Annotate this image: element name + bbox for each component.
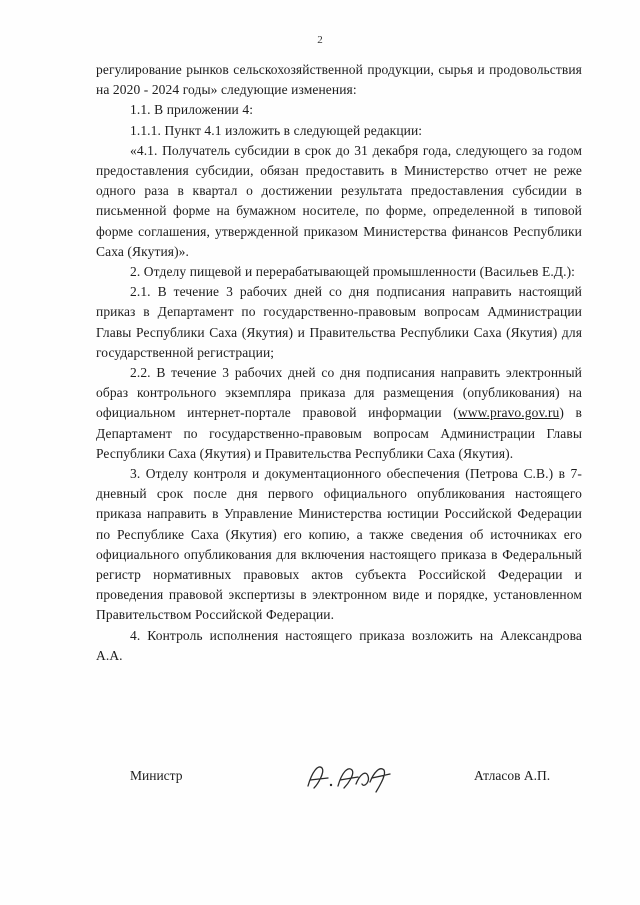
paragraph-2-2-text-before: 2.2. В течение 3 рабочих дней со дня подписания направить электронный образ контрольного экземпляра приказа для размещения (опубликования) на официальном интернет-портале правовой информации (	[96, 365, 582, 421]
paragraph-1-1: 1.1. В приложении 4:	[130, 102, 254, 118]
paragraph-2-2	[96, 363, 582, 464]
handwritten-signature-icon	[300, 758, 400, 798]
signature-block	[0, 762, 640, 802]
signatory-name: Атласов А.П.	[474, 768, 551, 783]
paragraph-2: 2. Отделу пищевой и перерабатывающей промышленности (Васильев Е.Д.):	[130, 264, 576, 280]
page-number: 2	[317, 34, 323, 46]
paragraph-2-2-text-after: ) в Департамент по государственно-правовым вопросам Администрации Главы Республики Саха (Якутия) и Правительства Республики Саха (Якутия).	[96, 405, 582, 461]
paragraph-4-1-quote: «4.1. Получатель субсидии в срок до 31 декабря года, следующего за годом предоставления субсидии, обязан предоставить в Министерство отчет не реже одного раза в квартал о достижении результата предоставления субсидии в письменной форме на бумажном носителе, по форме, определенной в типовой форме соглашения, утвержденной приказом Министерства финансов Республики Саха (Якутия)».	[96, 142, 582, 259]
pravo-gov-link[interactable]: www.pravo.gov.ru	[457, 405, 560, 421]
paragraph-3: 3. Отделу контроля и документационного обеспечения (Петрова С.В.) в 7-дневный срок после дня первого официального опубликования настоящего приказа направить в Управление Министерства юстиции Российской Федерации по Республике Саха (Якутия) его копию, а также сведения об источниках его официального опубликования для включения настоящего приказа в Федеральный регистр нормативных правовых актов субъекта Российской Федерации и проведения правовой экспертизы в электронном виде и порядке, установленном Правительством Российской Федерации.	[96, 466, 582, 623]
document-body	[96, 60, 582, 666]
paragraph-2-1: 2.1. В течение 3 рабочих дней со дня подписания направить настоящий приказ в Департамент по государственно-правовым вопросам Администрации Главы Республики Саха (Якутия) и Правительства Республики Саха (Якутия) для государственной регистрации;	[96, 284, 582, 360]
paragraph-4: 4. Контроль исполнения настоящего приказа возложить на Александрова А.А.	[96, 627, 582, 663]
signatory-title: Министр	[130, 768, 183, 783]
paragraph-intro: регулирование рынков сельскохозяйственной продукции, сырья и продовольствия на 2020 - 2024 годы» следующие изменения:	[96, 62, 582, 98]
paragraph-1-1-1: 1.1.1. Пункт 4.1 изложить в следующей редакции:	[130, 122, 423, 138]
